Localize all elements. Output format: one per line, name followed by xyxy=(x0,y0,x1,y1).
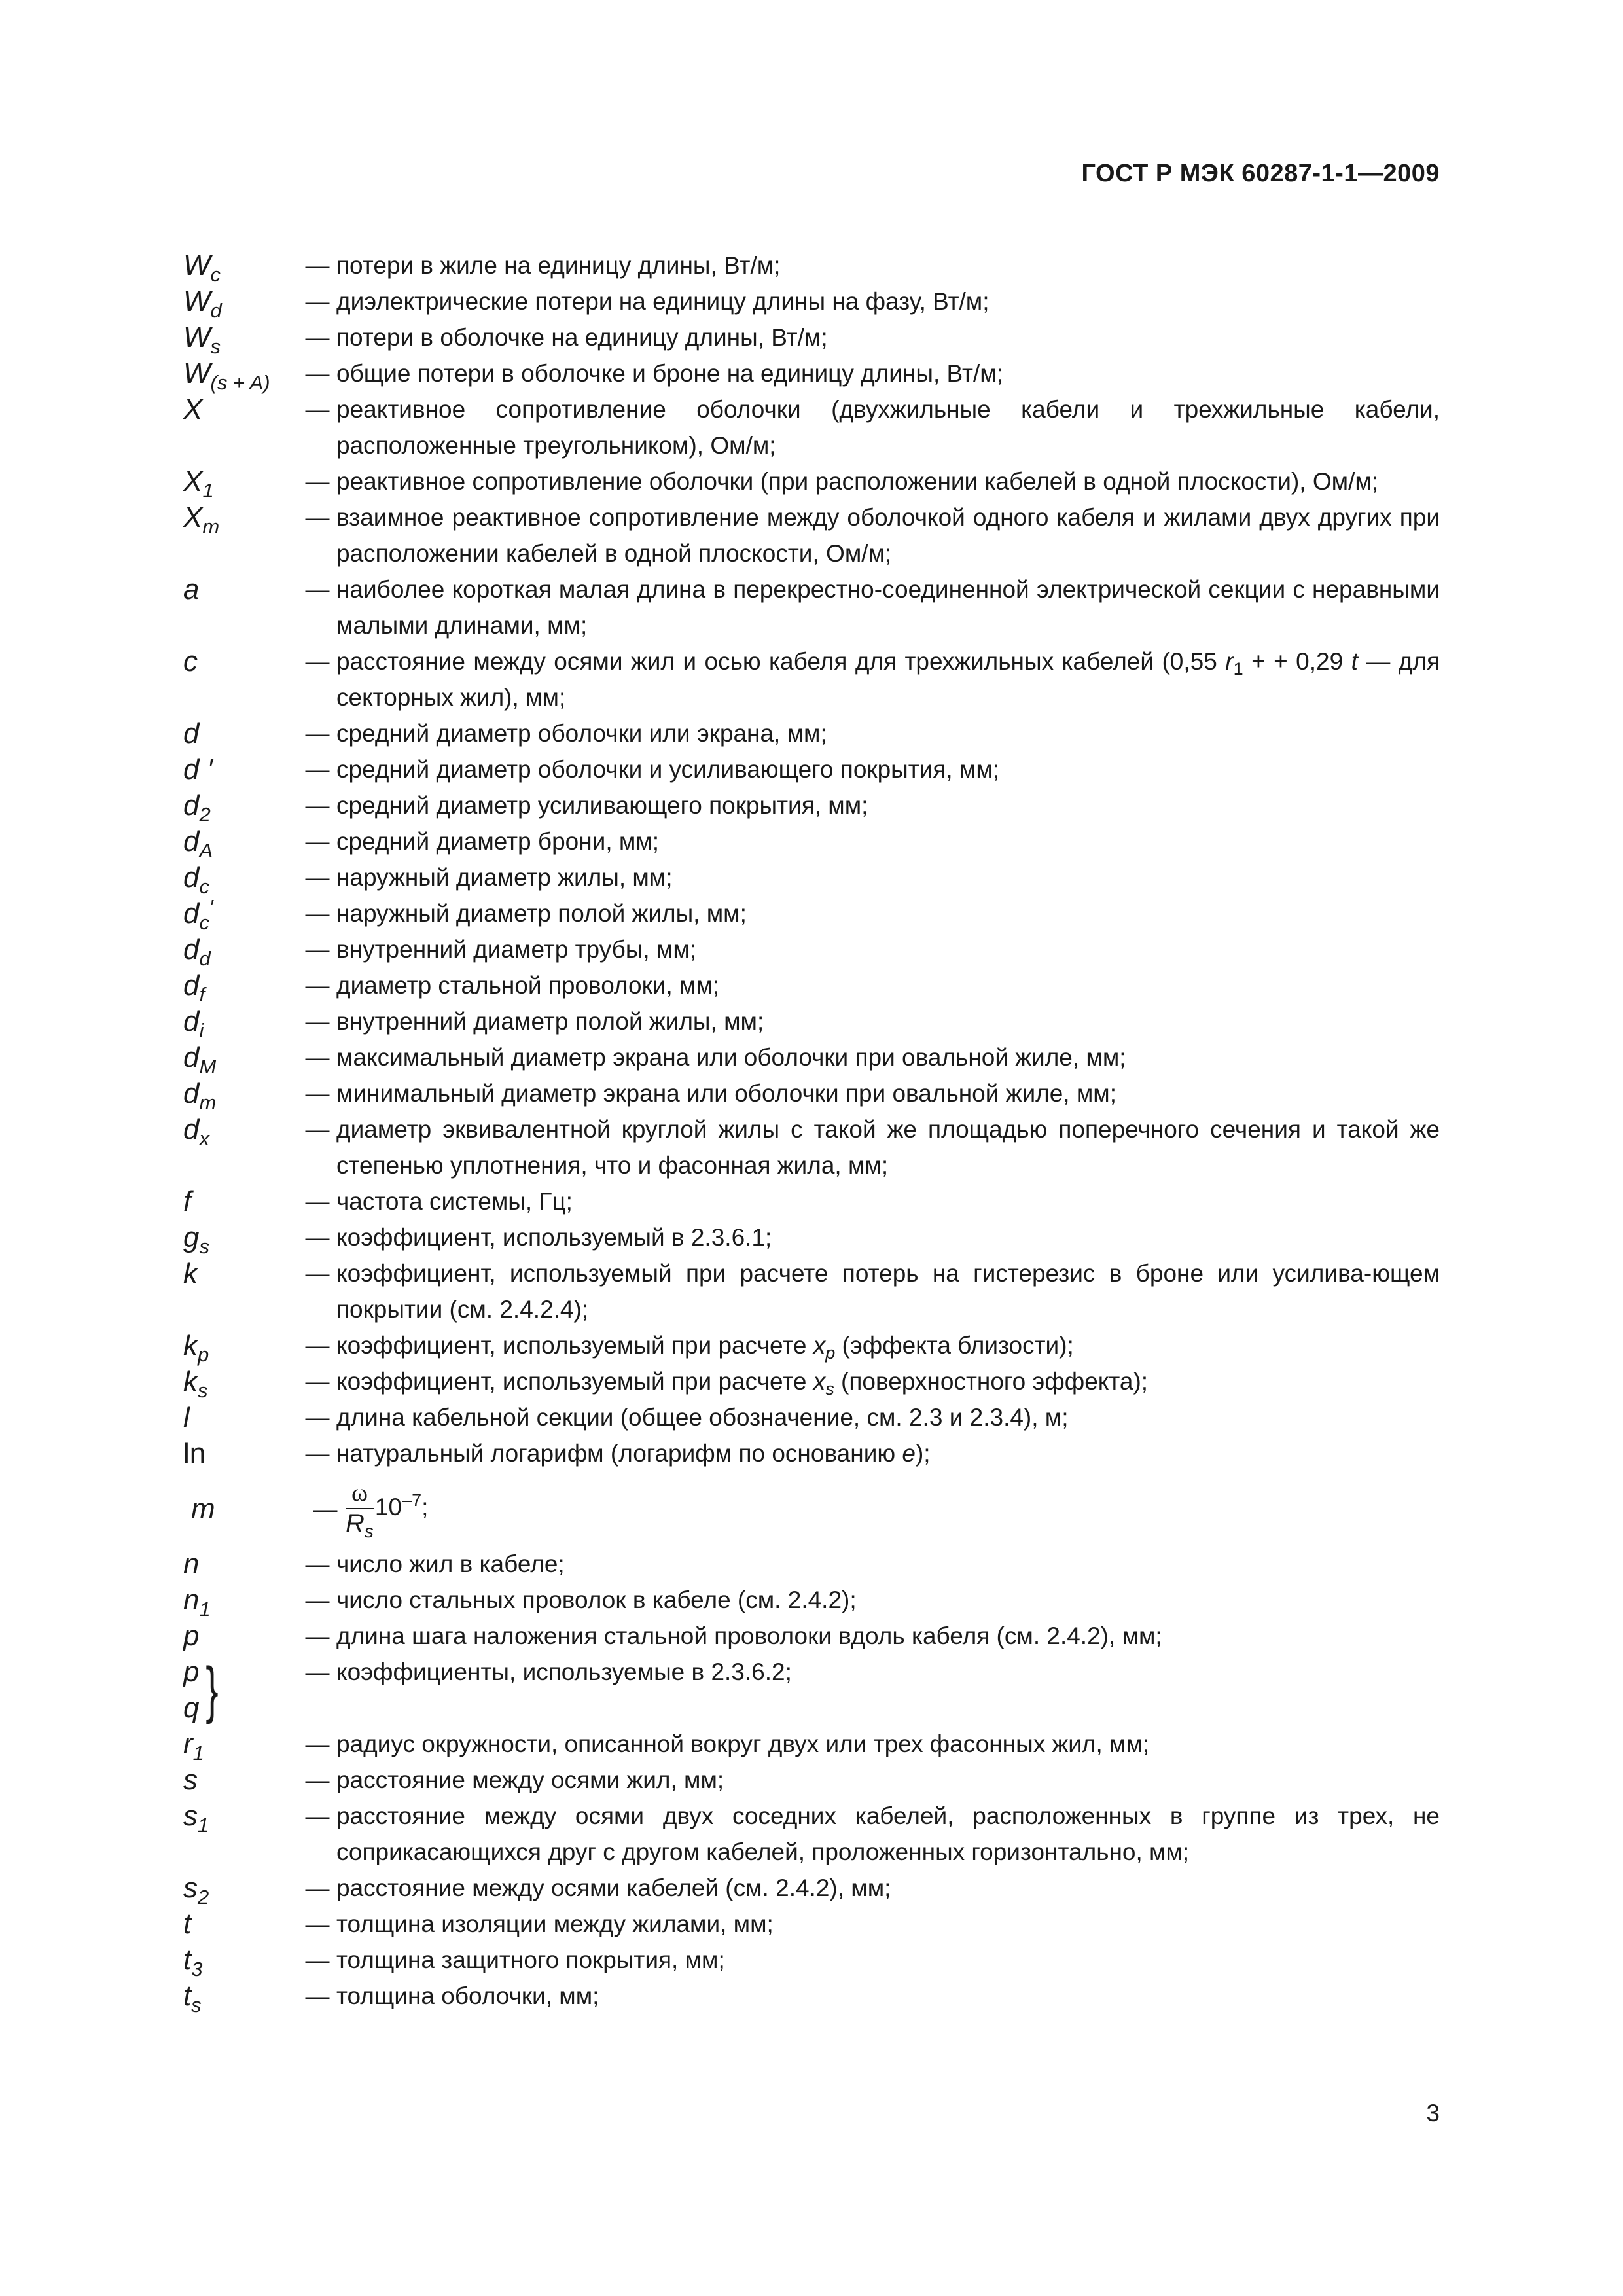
fraction-denominator: $R_s$ xyxy=(346,1509,374,1541)
symbol-base: d xyxy=(183,789,200,821)
symbol xyxy=(183,247,298,286)
definition-dash: — xyxy=(305,864,330,891)
symbol xyxy=(183,715,298,751)
symbol xyxy=(183,1546,298,1582)
definition-dash: — xyxy=(305,792,330,819)
symbol-subscript: (s + A) xyxy=(210,371,270,394)
definition-dash: — xyxy=(305,1188,330,1215)
symbol xyxy=(183,823,298,862)
definition-text: толщина изоляции между жилами, мм; xyxy=(336,1910,774,1937)
definition-text: средний диаметр усиливающего покрытия, мм; xyxy=(336,792,868,819)
definition-text: радиус окружности, описанной вокруг двух или трех фасонных жил, мм; xyxy=(336,1731,1150,1757)
definition-row xyxy=(183,895,1440,934)
definition-dash: — xyxy=(305,324,330,351)
symbol xyxy=(183,1399,298,1435)
symbol xyxy=(183,1255,298,1291)
variable-subscript: s xyxy=(825,1379,834,1399)
symbol xyxy=(183,1906,298,1942)
definition-row xyxy=(183,1942,1440,1981)
variable: x xyxy=(813,1368,826,1395)
definition-row xyxy=(183,355,1440,394)
symbol xyxy=(183,1219,298,1258)
symbol-base: ln xyxy=(183,1437,206,1469)
definition-text: реактивное сопротивление оболочки (при расположении кабелей в одной плоскости), Ом/м; xyxy=(336,468,1379,495)
definition-text: $\frac{\omega}{R_s}$ $10^{-7}$; xyxy=(346,1479,429,1541)
symbol-base: d xyxy=(183,861,200,893)
definition-dash: — xyxy=(305,972,330,999)
symbol-letter: p xyxy=(183,1656,200,1688)
symbol xyxy=(183,1762,298,1798)
symbol-base: W xyxy=(183,249,211,281)
variable: t xyxy=(1351,648,1358,675)
symbol-subscript: i xyxy=(199,1019,204,1042)
definition-row xyxy=(183,1618,1440,1654)
symbol-base: d ′ xyxy=(183,753,213,785)
symbol xyxy=(183,1039,298,1078)
symbol xyxy=(183,319,298,358)
formula-factor: 10 xyxy=(374,1493,402,1520)
symbol xyxy=(183,787,298,826)
symbol-subscript: p xyxy=(198,1343,209,1366)
definition-text: коэффициент, используемый при расчете потерь на гистерезис в броне или усилива-ющем покрытии (см. 2.4.2.4); xyxy=(336,1260,1440,1323)
definition-row xyxy=(183,391,1440,463)
brace-glyph: } xyxy=(205,1655,219,1725)
definition-dash: — xyxy=(305,468,330,495)
definition-dash: — xyxy=(305,1767,330,1793)
brace-letters xyxy=(183,1654,199,1726)
symbol xyxy=(183,1075,298,1114)
symbol-subscript: m xyxy=(199,1091,217,1114)
symbol-base: k xyxy=(183,1329,198,1361)
definition-row xyxy=(183,247,1440,286)
symbol-base: d xyxy=(183,1113,200,1145)
symbol-subscript: 2 xyxy=(198,1886,209,1909)
symbol xyxy=(183,355,298,394)
symbol xyxy=(183,895,298,934)
symbol xyxy=(183,1870,298,1909)
definition-text: коэффициенты, используемые в 2.3.6.2; xyxy=(336,1659,792,1685)
definition-dash: — xyxy=(305,1874,330,1901)
symbol-base: n xyxy=(183,1584,200,1616)
variable: e xyxy=(902,1440,916,1467)
definition-dash: — xyxy=(305,252,330,279)
definition-text: взаимное реактивное сопротивление между оболочкой одного кабеля и жилами двух других при расположении кабелей в одной плоскости, Ом/м; xyxy=(336,504,1440,567)
definition-row xyxy=(183,1399,1440,1435)
symbol xyxy=(183,391,298,427)
definition-text: внутренний диаметр полой жилы, мм; xyxy=(336,1008,764,1035)
definition-text: частота системы, Гц; xyxy=(336,1188,573,1215)
symbol-subscript: c xyxy=(199,911,209,934)
symbol-subscript: 2 xyxy=(199,803,211,826)
fraction xyxy=(346,1479,374,1541)
variable: x xyxy=(813,1332,826,1359)
symbol-base: W xyxy=(183,357,211,389)
symbol-base: a xyxy=(183,573,200,605)
definition-text: максимальный диаметр экрана или оболочки при овальной жиле, мм; xyxy=(336,1044,1126,1071)
definition-dash: — xyxy=(305,1260,330,1287)
symbol xyxy=(183,751,298,787)
symbol-base: X xyxy=(183,465,203,497)
symbol-base: s xyxy=(183,1764,198,1796)
definition-row xyxy=(183,967,1440,1006)
symbol-base: d xyxy=(183,897,200,929)
symbol-base: X xyxy=(183,393,203,425)
definition-dash: — xyxy=(305,936,330,963)
definition-dash: — xyxy=(305,576,330,603)
definition-text: число стальных проволок в кабеле (см. 2.4.2); xyxy=(336,1587,857,1613)
symbol-subscript: 1 xyxy=(199,1598,211,1621)
definition-text: натуральный логарифм (логарифм по основанию e); xyxy=(336,1440,931,1467)
symbol xyxy=(183,1491,306,1527)
variable-subscript: 1 xyxy=(1233,659,1243,679)
symbol-superscript: ′ xyxy=(209,895,213,918)
definition-row xyxy=(183,787,1440,826)
definition-text: наиболее короткая малая длина в перекрестно-соединенной электрической секции с неравными малыми длинами, мм; xyxy=(336,576,1440,639)
definition-dash: — xyxy=(305,1803,330,1829)
symbol-base: c xyxy=(183,645,198,677)
symbol-base: r xyxy=(183,1728,193,1760)
definition-text: наружный диаметр полой жилы, мм; xyxy=(336,900,747,927)
symbol-base: m xyxy=(191,1492,215,1525)
symbol xyxy=(183,463,298,502)
definition-dash: — xyxy=(305,1946,330,1973)
definition-dash: — xyxy=(305,1008,330,1035)
definition-dash: — xyxy=(305,756,330,783)
symbol-subscript: f xyxy=(199,983,205,1006)
symbol xyxy=(183,643,298,679)
definition-row xyxy=(183,1435,1440,1471)
definition-dash: — xyxy=(305,1440,330,1467)
symbol-subscript: c xyxy=(199,875,209,898)
symbol-subscript: 1 xyxy=(202,479,214,502)
symbol-subscript: c xyxy=(210,263,221,286)
definition-dash: — xyxy=(305,504,330,531)
symbol-base: d xyxy=(183,1005,200,1037)
symbol xyxy=(183,1363,298,1402)
definition-row xyxy=(183,1798,1440,1870)
definition-dash: — xyxy=(305,288,330,315)
definition-row xyxy=(183,283,1440,322)
definition-text: расстояние между осями жил, мм; xyxy=(336,1767,724,1793)
definition-text: общие потери в оболочке и броне на единицу длины, Вт/м; xyxy=(336,360,1003,387)
symbol-base: d xyxy=(183,1077,200,1109)
definition-row xyxy=(183,1726,1440,1765)
definition-text: средний диаметр оболочки или экрана, мм; xyxy=(336,720,827,747)
definition-row xyxy=(183,463,1440,502)
definition-dash: — xyxy=(305,720,330,747)
symbol-base: g xyxy=(183,1221,200,1253)
definition-dash: — xyxy=(305,1368,330,1395)
symbol xyxy=(183,1582,298,1621)
definition-row xyxy=(183,1582,1440,1621)
symbol-subscript: A xyxy=(199,839,213,862)
symbol-base: W xyxy=(183,285,211,317)
symbol xyxy=(183,1978,298,2017)
definition-text: длина шага наложения стальной проволоки вдоль кабеля (см. 2.4.2), мм; xyxy=(336,1623,1162,1649)
definition-text: потери в жиле на единицу длины, Вт/м; xyxy=(336,252,781,279)
symbol xyxy=(183,967,298,1006)
symbol-subscript: 1 xyxy=(198,1814,209,1837)
document-header: ГОСТ Р МЭК 60287-1-1—2009 xyxy=(1081,160,1440,187)
symbol-base: s xyxy=(183,1800,198,1832)
definition-text: средний диаметр оболочки и усиливающего покрытия, мм; xyxy=(336,756,1000,783)
definition-text: минимальный диаметр экрана или оболочки при овальной жиле, мм; xyxy=(336,1080,1117,1107)
symbol-base: n xyxy=(183,1548,200,1580)
definition-row xyxy=(183,1327,1440,1366)
symbol-subscript: m xyxy=(202,515,220,538)
definition-row xyxy=(183,859,1440,898)
symbol xyxy=(183,1726,298,1765)
definition-row xyxy=(183,715,1440,751)
symbol-base: d xyxy=(183,825,200,857)
definition-row xyxy=(183,1363,1440,1402)
definition-dash: — xyxy=(305,900,330,927)
symbol-base: d xyxy=(183,969,200,1001)
definition-text: диаметр эквивалентной круглой жилы с такой же площадью поперечного сечения и такой же степенью уплотнения, что и фасонная жила, мм; xyxy=(336,1116,1440,1179)
symbol-subscript: s xyxy=(210,335,221,358)
definition-dash: — xyxy=(305,1044,330,1071)
definition-dash: — xyxy=(305,1116,330,1143)
symbol-subscript: s xyxy=(191,1994,202,2017)
definition-row xyxy=(183,571,1440,643)
definition-row xyxy=(183,751,1440,787)
definition-dash: — xyxy=(305,1551,330,1577)
definition-row xyxy=(183,1183,1440,1219)
definition-text: расстояние между осями жил и осью кабеля для трехжильных кабелей (0,55 $r_1$ + + 0,29 t — для секторных жил), мм; xyxy=(336,648,1440,711)
definition-dash: — xyxy=(305,1224,330,1251)
symbol-subscript: s xyxy=(199,1235,209,1258)
symbol-subscript: M xyxy=(199,1055,217,1078)
definition-dash: — xyxy=(305,1332,330,1359)
definition-row xyxy=(183,1219,1440,1258)
definition-row xyxy=(183,499,1440,571)
symbol-base: k xyxy=(183,1365,198,1397)
definition-text: число жил в кабеле; xyxy=(336,1551,565,1577)
definition-text: реактивное сопротивление оболочки (двухжильные кабели и трехжильные кабели, расположенные треугольником), Ом/м; xyxy=(336,396,1440,459)
definition-text: коэффициент, используемый в 2.3.6.1; xyxy=(336,1224,772,1251)
symbol xyxy=(183,571,298,607)
definition-dash: — xyxy=(305,1623,330,1649)
symbol xyxy=(183,859,298,898)
definition-dash: — xyxy=(305,828,330,855)
symbol xyxy=(183,1654,298,1726)
definition-dash: — xyxy=(305,396,330,423)
symbol xyxy=(183,1798,298,1837)
definition-dash: — xyxy=(305,1080,330,1107)
page-number: 3 xyxy=(1426,2100,1440,2126)
symbol-base: d xyxy=(183,717,200,749)
variable-subscript: p xyxy=(825,1343,836,1363)
definition-dash: — xyxy=(305,1731,330,1757)
formula-exponent: –7 xyxy=(402,1490,422,1510)
definition-row xyxy=(183,1906,1440,1942)
definition-text: коэффициент, используемый при расчете $x_s$ (поверхностного эффекта); xyxy=(336,1368,1149,1399)
symbol-base: t xyxy=(183,1944,192,1976)
definition-text: толщина защитного покрытия, мм; xyxy=(336,1946,725,1973)
symbol-subscript: 1 xyxy=(192,1742,204,1765)
definition-dash: — xyxy=(305,1659,330,1685)
definition-dash: — xyxy=(313,1495,338,1522)
symbol-base: t xyxy=(183,1908,192,1940)
definition-dash: — xyxy=(305,1982,330,2009)
definition-text: расстояние между осями кабелей (см. 2.4.2), мм; xyxy=(336,1874,891,1901)
symbol xyxy=(183,1111,298,1150)
definition-row xyxy=(183,319,1440,358)
definition-row xyxy=(183,1654,1440,1726)
symbol-base: s xyxy=(183,1872,198,1904)
symbol xyxy=(183,1435,298,1471)
definition-row xyxy=(183,1870,1440,1909)
symbol-base: k xyxy=(183,1257,198,1289)
definition-row xyxy=(183,1111,1440,1183)
symbol-base: W xyxy=(183,321,211,353)
definition-text: длина кабельной секции (общее обозначение, см. 2.3 и 2.3.4), м; xyxy=(336,1404,1069,1431)
definition-row xyxy=(183,1479,1440,1541)
definition-row xyxy=(183,823,1440,862)
symbol-subscript: d xyxy=(199,947,211,970)
definition-row xyxy=(183,1546,1440,1582)
symbol-subscript: 3 xyxy=(191,1958,203,1981)
symbol-subscript: d xyxy=(210,299,222,322)
definition-row xyxy=(183,1039,1440,1078)
definition-text: средний диаметр брони, мм; xyxy=(336,828,660,855)
symbol-letter: q xyxy=(183,1692,200,1724)
symbol-base: f xyxy=(183,1185,192,1217)
definition-text: диаметр стальной проволоки, мм; xyxy=(336,972,720,999)
definition-dash: — xyxy=(305,1910,330,1937)
symbol xyxy=(183,1327,298,1366)
definition-dash: — xyxy=(305,1404,330,1431)
definition-text: толщина оболочки, мм; xyxy=(336,1982,599,2009)
definition-row xyxy=(183,643,1440,715)
fraction-numerator: ω xyxy=(346,1480,374,1509)
definition-dash: — xyxy=(305,1587,330,1613)
symbol xyxy=(183,1183,298,1219)
symbol xyxy=(183,1942,298,1981)
definition-row xyxy=(183,1255,1440,1327)
symbol xyxy=(183,1003,298,1042)
definition-row xyxy=(183,1003,1440,1042)
symbol-base: d xyxy=(183,933,200,965)
definition-text: диэлектрические потери на единицу длины на фазу, Вт/м; xyxy=(336,288,990,315)
definition-dash: — xyxy=(305,360,330,387)
symbol xyxy=(183,499,298,538)
denominator-subscript: s xyxy=(364,1521,374,1541)
definition-row xyxy=(183,1075,1440,1114)
symbol-base: X xyxy=(183,501,203,533)
symbol-base: p xyxy=(183,1620,200,1652)
definition-row xyxy=(183,1978,1440,2017)
definition-text: внутренний диаметр трубы, мм; xyxy=(336,936,697,963)
symbol xyxy=(183,931,298,970)
definition-row xyxy=(183,931,1440,970)
definition-text: коэффициент, используемый при расчете $x_p$ (эффекта близости); xyxy=(336,1332,1074,1363)
symbol-subscript: x xyxy=(199,1127,209,1150)
symbol xyxy=(183,283,298,322)
definition-text: потери в оболочке на единицу длины, Вт/м; xyxy=(336,324,828,351)
symbol-subscript: s xyxy=(198,1379,208,1402)
definition-dash: — xyxy=(305,648,330,675)
definition-row xyxy=(183,1762,1440,1798)
symbol-base: t xyxy=(183,1980,192,2012)
symbol xyxy=(183,1618,298,1654)
definition-text: наружный диаметр жилы, мм; xyxy=(336,864,673,891)
variable: r xyxy=(1225,648,1234,675)
symbol-definitions-list xyxy=(183,247,1440,2017)
definition-text: расстояние между осями двух соседних кабелей, расположенных в группе из трех, не соприкасающихся друг с другом кабелей, проложенных горизонтально, мм; xyxy=(336,1803,1440,1865)
symbol-base: d xyxy=(183,1041,200,1073)
symbol-base: l xyxy=(183,1401,190,1433)
